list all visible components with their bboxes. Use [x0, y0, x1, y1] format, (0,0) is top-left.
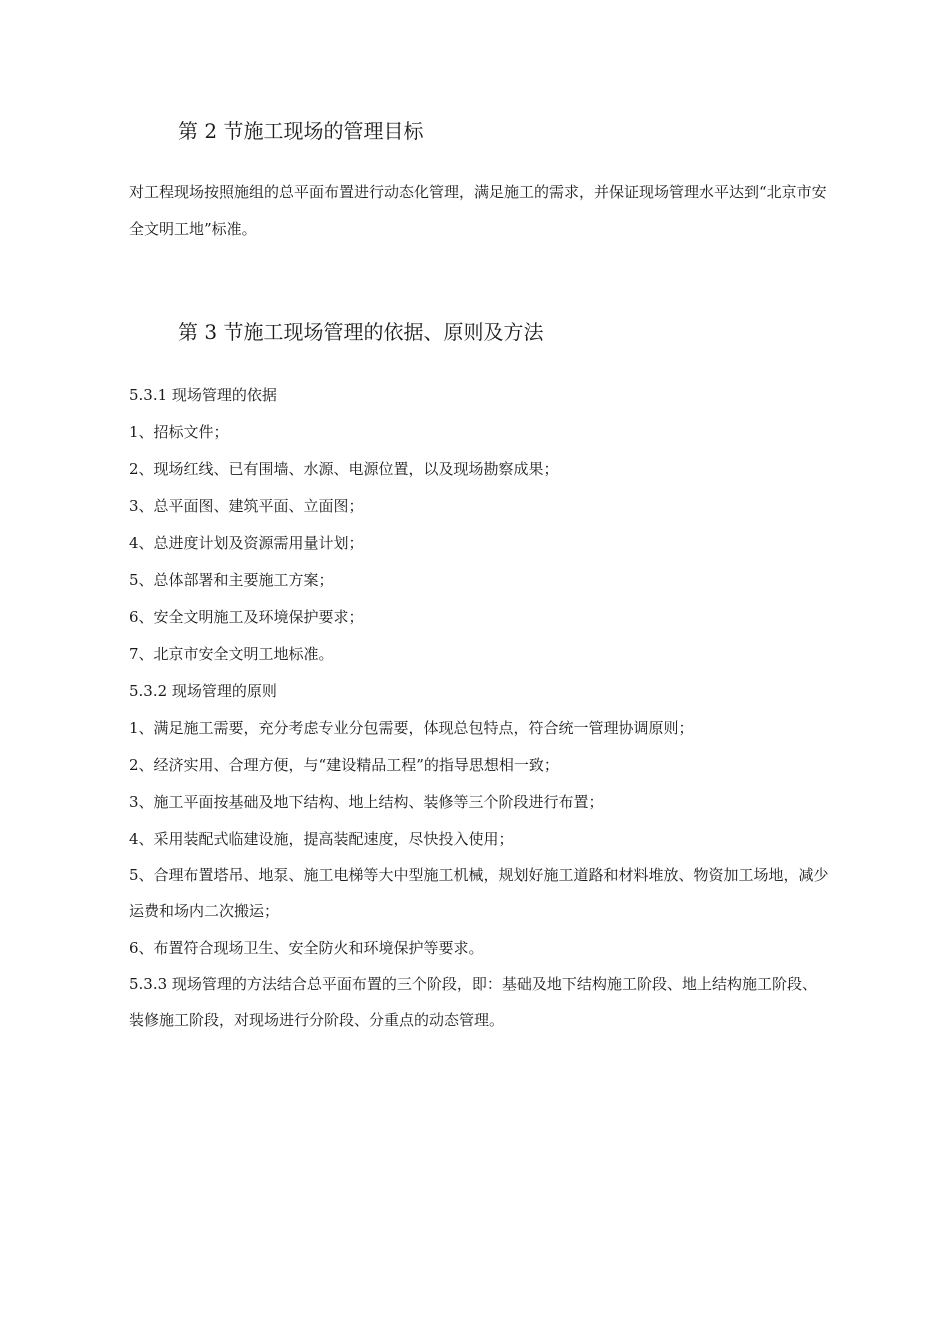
- principle-item-6: 6、布置符合现场卫生、安全防火和环境保护等要求。: [129, 939, 484, 957]
- section-2-heading: 第 2 节施工现场的管理目标: [178, 119, 424, 143]
- basis-item-2: 2、现场红线、已有围墙、水源、电源位置，以及现场勘察成果；: [129, 460, 559, 478]
- section-3-heading: 第 3 节施工现场管理的依据、原则及方法: [178, 320, 544, 344]
- principle-item-2: 2、经济实用、合理方便，与“建设精品工程”的指导思想相一致；: [129, 756, 559, 774]
- principle-item-4: 4、采用装配式临建设施，提高装配速度，尽快投入使用；: [129, 830, 514, 848]
- section-2-paragraph: 对工程现场按照施组的总平面布置进行动态化管理，满足施工的需求，并保证现场管理水平达到“北京市安全文明工地”标准。: [129, 183, 827, 238]
- basis-item-7: 7、北京市安全文明工地标准。: [129, 645, 334, 663]
- basis-item-4: 4、总进度计划及资源需用量计划；: [129, 534, 364, 552]
- basis-item-6: 6、安全文明施工及环境保护要求；: [129, 608, 364, 626]
- basis-item-5: 5、总体部署和主要施工方案；: [129, 571, 334, 589]
- basis-item-1: 1、招标文件；: [129, 423, 229, 441]
- basis-subtitle: 5.3.1 现场管理的依据: [129, 386, 277, 404]
- principle-item-5: 5、合理布置塔吊、地泵、施工电梯等大中型施工机械，规划好施工道路和材料堆放、物资加工场地，减少运费和场内二次搬运；: [129, 866, 829, 920]
- principle-item-3: 3、施工平面按基础及地下结构、地上结构、装修等三个阶段进行布置；: [129, 793, 604, 811]
- principle-item-1: 1、满足施工需要，充分考虑专业分包需要，体现总包特点，符合统一管理协调原则；: [129, 719, 694, 737]
- basis-item-3: 3、总平面图、建筑平面、立面图；: [129, 497, 364, 515]
- method-paragraph: 5.3.3 现场管理的方法结合总平面布置的三个阶段，即：基础及地下结构施工阶段、地上结构施工阶段、装修施工阶段，对现场进行分阶段、分重点的动态管理。: [129, 975, 817, 1029]
- principle-subtitle: 5.3.2 现场管理的原则: [129, 682, 277, 700]
